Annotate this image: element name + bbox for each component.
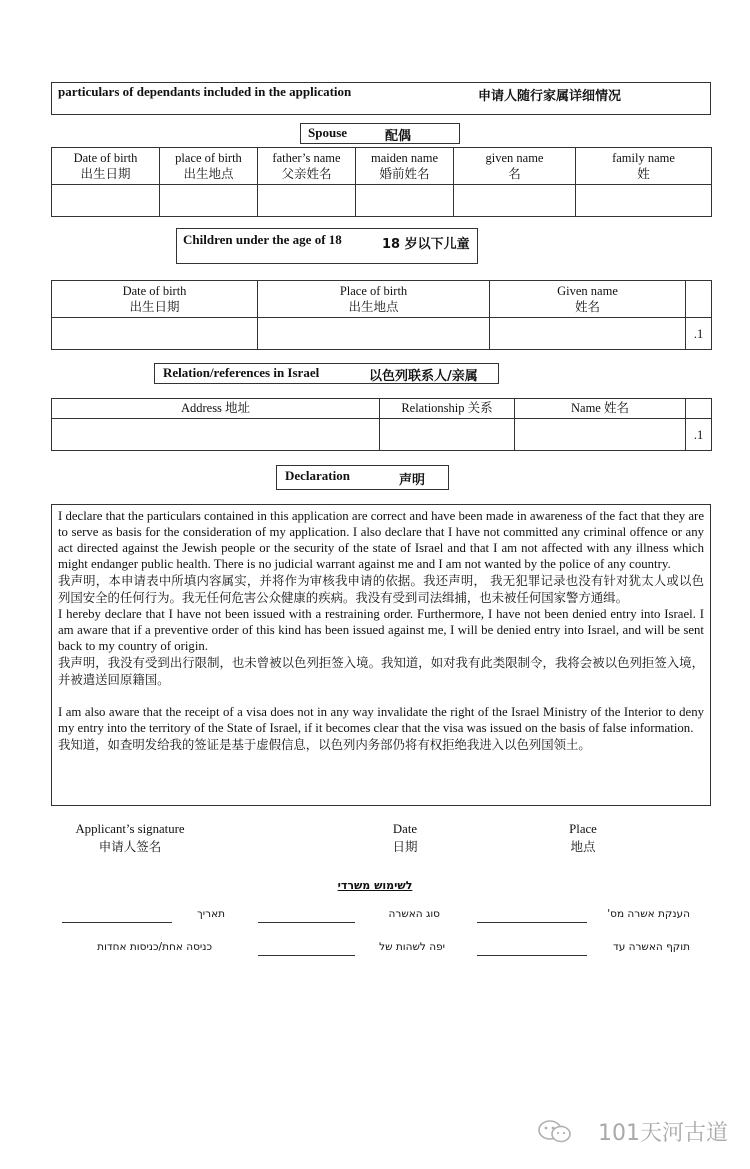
spouse-title <box>300 123 460 144</box>
spouse-col-family-zh: 姓 <box>637 166 650 181</box>
office-label-date: תאריך <box>197 908 225 920</box>
spouse-col-maiden-zh: 婚前姓名 <box>379 166 430 181</box>
spouse-col-place-zh: 出生地点 <box>183 166 234 181</box>
children-field-place[interactable] <box>258 318 490 350</box>
date-label-en: Date <box>392 822 418 836</box>
children-col-place <box>258 281 490 318</box>
place-label <box>548 821 618 855</box>
relation-row-number: .1 <box>686 419 712 451</box>
children-col-date-zh: 出生日期 <box>129 299 180 314</box>
declaration-p2-zh: 我声明，我没有受到出行限制，也未曾被以色列拒签入境。我知道，如对我有此类限制令，我将会被以色列拒签入境，并被遣送回原籍国。 <box>58 655 704 687</box>
office-use-title: לשימוש משרדי <box>337 879 413 892</box>
spouse-col-place-en: place of birth <box>175 151 242 165</box>
relation-col-num <box>686 399 712 419</box>
office-field-line-5[interactable] <box>477 955 587 956</box>
declaration-p1-zh: 我声明，本申请表中所填内容属实，并将作为审核我申请的依据。我还声明， 我无犯罪记录也没有针对犹太人或以色列国安全的任何行为。我无任何危害公众健康的疾病。我没有受到司法缉捕，也未被任何国家警方通缉。 <box>58 573 704 605</box>
spouse-field-given[interactable] <box>454 185 576 217</box>
watermark-text: 101天河古道 <box>598 1121 728 1146</box>
spouse-title-zh: 配偶 <box>385 129 412 144</box>
spouse-col-family-en: family name <box>612 151 675 165</box>
relation-col-relationship: Relationship 关系 <box>380 399 515 419</box>
declaration-body <box>51 504 711 806</box>
relation-title-zh: 以色列联系人/亲属 <box>369 369 478 384</box>
office-field-line-2[interactable] <box>258 922 355 923</box>
children-col-num <box>686 281 712 318</box>
spouse-col-date <box>52 148 160 185</box>
spouse-col-given-en: given name <box>485 151 544 165</box>
place-label-zh: 地点 <box>570 839 596 854</box>
relation-title <box>154 363 499 384</box>
spouse-col-given-zh: 名 <box>508 166 521 181</box>
office-label-visa-number: הענקת אשרה מס' <box>607 908 690 920</box>
children-title-en: Children under the age of 18 <box>183 232 342 247</box>
relation-col-address: Address 地址 <box>52 399 380 419</box>
relation-field-relationship[interactable] <box>380 419 515 451</box>
declaration-p1-en: I declare that the particulars contained in this application are correct and have been made in awareness of the fact that they are to serve as basis for the consideration of my application. I also declare that I have not committed any criminal offence or any act directed against the Jewish people or the security of the state of Israel and that I am not affected with any illness which might endanger public health. There is no judicial warrant against me and I am not wanted by the police of any country. <box>58 509 704 571</box>
spouse-title-en: Spouse <box>308 125 348 140</box>
children-col-date-en: Date of birth <box>122 284 187 298</box>
children-row-number: .1 <box>686 318 712 350</box>
spouse-col-date-zh: 出生日期 <box>80 166 131 181</box>
spouse-col-father-zh: 父亲姓名 <box>281 166 332 181</box>
relation-field-name[interactable] <box>515 419 686 451</box>
relation-title-en: Relation/references in Israel <box>163 365 320 380</box>
children-title-zh: 18 岁以下儿童 <box>382 237 470 252</box>
spouse-col-father-en: father’s name <box>272 151 341 165</box>
declaration-p3-zh: 我知道，如查明发给我的签证是基于虚假信息，以色列内务部仍将有权拒绝我进入以色列国领土。 <box>58 737 591 752</box>
declaration-p3-en: I am also aware that the receipt of a visa does not in any way invalidate the right of the Israel Ministry of the Interior to deny my entry into the territory of the State of Israel, if it becomes clear that the visa was issued on the basis of false information. <box>58 705 704 735</box>
office-label-valid-until: תוקף האשרה עד <box>612 941 690 953</box>
applicant-signature-en: Applicant’s signature <box>75 822 185 836</box>
children-table <box>51 280 712 350</box>
relation-table <box>51 398 712 451</box>
office-field-line-1[interactable] <box>62 922 172 923</box>
office-label-visa-type: סוג האשרה <box>388 908 440 920</box>
children-field-date[interactable] <box>52 318 258 350</box>
children-col-name-en: Given name <box>557 284 618 298</box>
spouse-col-date-en: Date of birth <box>73 151 138 165</box>
spouse-table <box>51 147 712 217</box>
office-field-line-4[interactable] <box>258 955 355 956</box>
spouse-field-place[interactable] <box>160 185 258 217</box>
relation-col-name: Name 姓名 <box>515 399 686 419</box>
dependants-header <box>51 82 711 115</box>
place-label-en: Place <box>569 822 597 836</box>
children-col-date <box>52 281 258 318</box>
office-label-stay: יפה לשהות של <box>379 941 445 953</box>
children-col-place-en: Place of birth <box>339 284 408 298</box>
date-label-zh: 日期 <box>392 839 418 854</box>
declaration-p2-en: I hereby declare that I have not been issued with a restraining order. Furthermore, I have not been denied entry into Israel. I am aware that if a preventive order of this kind has been issued against me, I will be denied entry into Israel, and will be sent back to my country of origin. <box>58 607 704 653</box>
spouse-field-maiden[interactable] <box>356 185 454 217</box>
children-field-name[interactable] <box>490 318 686 350</box>
declaration-title-zh: 声明 <box>399 473 426 488</box>
spouse-field-family[interactable] <box>576 185 712 217</box>
children-col-place-zh: 出生地点 <box>348 299 399 314</box>
declaration-title-en: Declaration <box>285 468 350 483</box>
applicant-signature-zh: 申请人签名 <box>98 839 162 854</box>
date-label <box>370 821 440 855</box>
children-title <box>176 228 478 264</box>
spouse-col-maiden-en: maiden name <box>371 151 438 165</box>
relation-field-address[interactable] <box>52 419 380 451</box>
children-col-name <box>490 281 686 318</box>
office-label-entries: כניסה אחת/כניסות אחדות <box>97 941 212 953</box>
spouse-col-father <box>258 148 356 185</box>
office-field-line-3[interactable] <box>477 922 587 923</box>
spouse-col-family <box>576 148 712 185</box>
declaration-title <box>276 465 449 490</box>
spouse-col-place <box>160 148 258 185</box>
dependants-header-zh: 申请人随行家属详细情况 <box>478 89 622 104</box>
dependants-header-en: particulars of dependants included in the application <box>58 84 352 99</box>
spouse-field-date[interactable] <box>52 185 160 217</box>
spouse-col-maiden <box>356 148 454 185</box>
applicant-signature-label <box>60 821 200 855</box>
spouse-field-father[interactable] <box>258 185 356 217</box>
chat-bubbles-icon <box>536 1118 576 1144</box>
children-col-name-zh: 姓名 <box>574 299 600 314</box>
spouse-col-given <box>454 148 576 185</box>
